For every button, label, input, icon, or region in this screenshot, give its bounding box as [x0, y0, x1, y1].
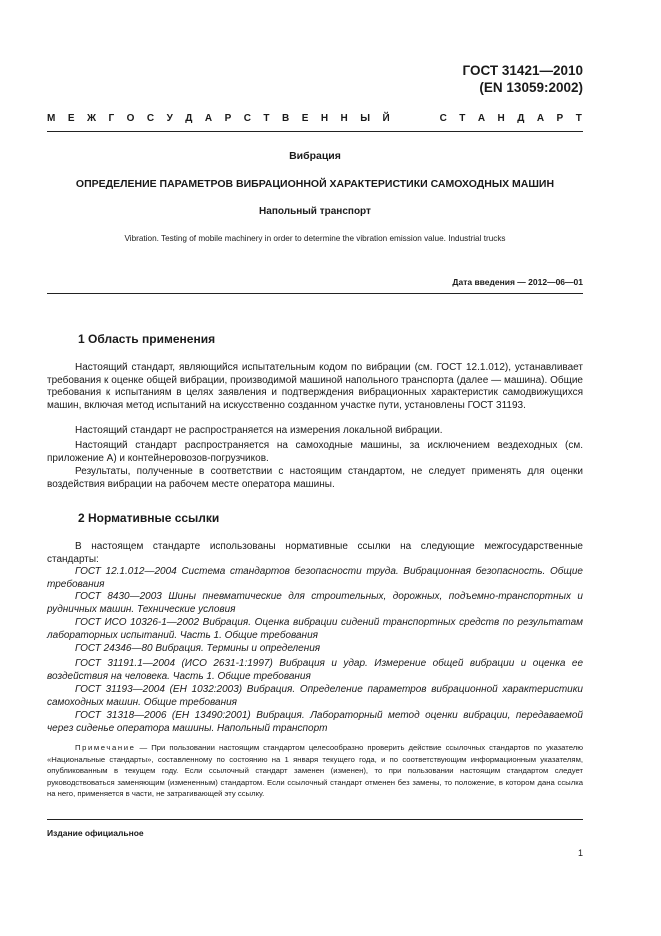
top-divider — [47, 131, 583, 132]
banner-letter: Е — [301, 113, 309, 124]
banner-letter: Т — [575, 113, 582, 124]
banner-letter: Д — [185, 113, 193, 124]
banner-letter: О — [126, 113, 135, 124]
banner-letter: Р — [224, 113, 232, 124]
interstate-standard-banner — [47, 113, 582, 124]
note-label: Примечание — [75, 743, 136, 752]
banner-letter: С — [243, 113, 251, 124]
banner-letter: А — [204, 113, 213, 124]
note-paragraph — [47, 742, 583, 800]
reference-item: ГОСТ 24346—80 Вибрация. Термины и определения — [75, 643, 321, 654]
banner-letter: Т — [263, 113, 270, 124]
banner-letter: А — [477, 113, 486, 124]
banner-letter: А — [536, 113, 545, 124]
page-number: 1 — [577, 848, 583, 858]
middle-divider — [47, 293, 583, 294]
banner-letter: Й — [382, 113, 390, 124]
banner-letter: В — [281, 113, 290, 124]
banner-letter: Н — [497, 113, 505, 124]
document-number — [463, 62, 583, 96]
reference-item: ГОСТ 31318—2006 (ЕН 13490:2001) Вибрация. Лабораторный метод оценки вибрации, передаваемой через сиденье оператора машины. Напольный транспорт — [47, 710, 583, 734]
scope-paragraph-4: Результаты, полученные в соответствии с настоящим стандартом, не следует применять для оценки воздействия вибрации на рабочем месте оператора машины. — [47, 466, 583, 490]
title-vibration: Вибрация — [289, 150, 341, 162]
banner-letter: Н — [320, 113, 329, 124]
title-subtitle: Напольный транспорт — [259, 206, 371, 217]
scope-paragraph-3: Настоящий стандарт распространяется на самоходные машины, за исключением вездеходных (см. приложение А) и контейнеровозов-погрузчиков. — [47, 440, 583, 464]
banner-letter: Е — [67, 113, 75, 124]
scope-paragraph-2: Настоящий стандарт не распространяется на измерения локальной вибрации. — [75, 425, 443, 436]
title-main: ОПРЕДЕЛЕНИЕ ПАРАМЕТРОВ ВИБРАЦИОННОЙ ХАРАКТЕРИСТИКИ САМОХОДНЫХ МАШИН — [75, 178, 555, 190]
banner-letter: Г — [108, 113, 115, 124]
title-english: Vibration. Testing of mobile machinery in order to determine the vibration emission value. Industrial trucks — [124, 234, 506, 243]
banner-letter: С — [439, 113, 447, 124]
banner-letter: М — [47, 113, 56, 124]
section-2-heading: 2 Нормативные ссылки — [78, 511, 220, 525]
banner-letter: С — [146, 113, 155, 124]
reference-item: ГОСТ 12.1.012—2004 Система стандартов безопасности труда. Вибрационная безопасность. Общие требования — [47, 566, 583, 590]
banner-letter: Т — [459, 113, 466, 124]
introduction-date: Дата введения — 2012—06—01 — [452, 277, 583, 287]
en-number: (EN 13059:2002) — [479, 80, 583, 95]
section-1-heading: 1 Область применения — [78, 332, 216, 346]
note-text: — При пользовании настоящим стандартом целесообразно проверить действие ссылочных стандартов по указателю «Национальные стандарты», составленному по состоянию на 1 января текущего года, и по соответствующим информационным указателям, опубликованным в текущем году. Если ссылочный стандарт заменен (изменен), то при пользовании настоящим стандартом следует руководствоваться заменяющим (измененным) стандартом. Если ссылочный стандарт отменен без замены, то положение, в котором дана ссылка на него, применяется в части, не затрагивающей эту ссылку. — [47, 743, 583, 799]
reference-item: ГОСТ ИСО 10326-1—2002 Вибрация. Оценка вибрации сидений транспортных средств по результатам лабораторных испытаний. Часть 1. Общие требования — [47, 617, 583, 641]
banner-letter: Н — [340, 113, 348, 124]
gost-number: ГОСТ 31421—2010 — [462, 63, 583, 78]
banner-letter: Р — [556, 113, 564, 124]
references-intro: В настоящем стандарте использованы нормативные ссылки на следующие межгосударственные стандарты: — [47, 541, 583, 565]
banner-letter: Д — [517, 113, 525, 124]
official-edition-label: Издание официальное — [47, 828, 144, 838]
scope-paragraph-1: Настоящий стандарт, являющийся испытательным кодом по вибрации (см. ГОСТ 12.1.012), устанавливает требования к оценке общей вибрации, производимой машиной напольного транспорта (далее — машина). Общие требования к испытаниям в целях заявления и подтверждения вибрационных характеристик самодвижущихся машин, включая метод испытаний на искусственно созданном участке пути, установлены ГОСТ 31193. — [47, 362, 583, 412]
reference-item: ГОСТ 31191.1—2004 (ИСО 2631-1:1997) Вибрация и удар. Измерение общей вибрации и оценка ее воздействия на человека. Часть 1. Общие требования — [47, 658, 583, 682]
bottom-divider — [47, 819, 583, 820]
reference-item: ГОСТ 31193—2004 (ЕН 1032:2003) Вибрация. Определение параметров вибрационной характеристики самоходных машин. Общие требования — [47, 684, 583, 708]
banner-letter: Ж — [86, 113, 96, 124]
reference-item: ГОСТ 8430—2003 Шины пневматические для строительных, дорожных, подъемно-транспортных и рудничных машин. Технические условия — [47, 591, 583, 615]
banner-letter: У — [166, 113, 173, 124]
banner-letter: Ы — [360, 113, 371, 124]
